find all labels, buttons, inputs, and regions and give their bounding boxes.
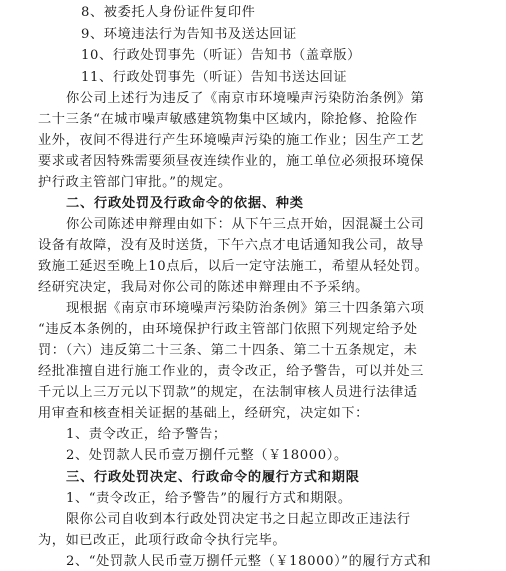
paragraph-violation-line: 要求或者因特殊需要须昼夜连续作业的，施工单位必须报环境保 [38,154,425,169]
section-heading-3: 三、行政处罚决定、行政命令的履行方式和期限 [66,470,360,485]
attachment-item-8: 8、被委托人身份证件复印件 [81,5,256,20]
paragraph-violation-line: 业外，夜间不得进行产生环境噪声污染的施工作业；因生产工艺 [38,133,425,148]
execution-item-1: 1、“责令改正，给予警告”的履行方式和期限。 [66,491,352,506]
paragraph-defense-line: 致施工延迟至晚上10点后，以后一定守法施工，希望从轻处罚。 [38,259,429,274]
paragraph-deadline-line: 限你公司自收到本行政处罚决定书之日起立即改正违法行 [66,512,411,527]
paragraph-basis-line: 用审查和核查相关证据的基础上，经研究，决定如下： [38,406,369,421]
paragraph-defense-line: 你公司陈述申辩理由如下：从下午三点开始，因混凝土公司 [66,217,425,232]
decision-item-1: 1、责令改正，给予警告； [66,427,227,442]
paragraph-violation-line: 护行政主管部门审批。”的规定。 [38,175,232,190]
paragraph-deadline-line: 为，如已改正，此项行政命令执行完毕。 [38,533,287,548]
execution-item-2: 2、“处罚款人民币壹万捌仟元整（￥18000）”的履行方式和 [66,554,432,569]
paragraph-defense-line: 经研究决定，我局对你公司的陈述申辩理由不予采纳。 [38,280,369,295]
paragraph-basis-line: 罚：（六）违反第二十三条、第二十四条、第二十五条规定，未 [38,343,418,358]
attachment-item-11: 11、行政处罚事先（听证）告知书送达回证 [81,70,348,85]
attachment-item-9: 9、环境违法行为告知书及送达回证 [81,27,297,42]
paragraph-basis-line: “违反本条例的，由环境保护行政主管部门依照下列规定给予处 [38,322,418,337]
paragraph-basis-line: 千元以上三万元以下罚款”的规定，在法制审核人员进行法律适 [38,385,418,400]
section-heading-2: 二、行政处罚及行政命令的依据、种类 [66,196,304,211]
attachment-item-10: 10、行政处罚事先（听证）告知书（盖章版） [81,48,361,63]
paragraph-violation-line: 你公司上述行为违反了《南京市环境噪声污染防治条例》第 [66,91,425,106]
paragraph-basis-line: 现根据《南京市环境噪声污染防治条例》第三十四条第六项 [66,301,425,316]
paragraph-basis-line: 经批准擅自进行施工作业的，责令改正，给予警告，可以并处三 [38,364,425,379]
paragraph-defense-line: 设备有故障，没有及时送货，下午六点才电话通知我公司，故导 [38,238,425,253]
decision-item-2: 2、处罚款人民币壹万捌仟元整（￥18000）。 [66,448,348,463]
paragraph-violation-line: 二十三条“在城市噪声敏感建筑物集中区域内，除抢修、抢险作 [38,112,418,127]
